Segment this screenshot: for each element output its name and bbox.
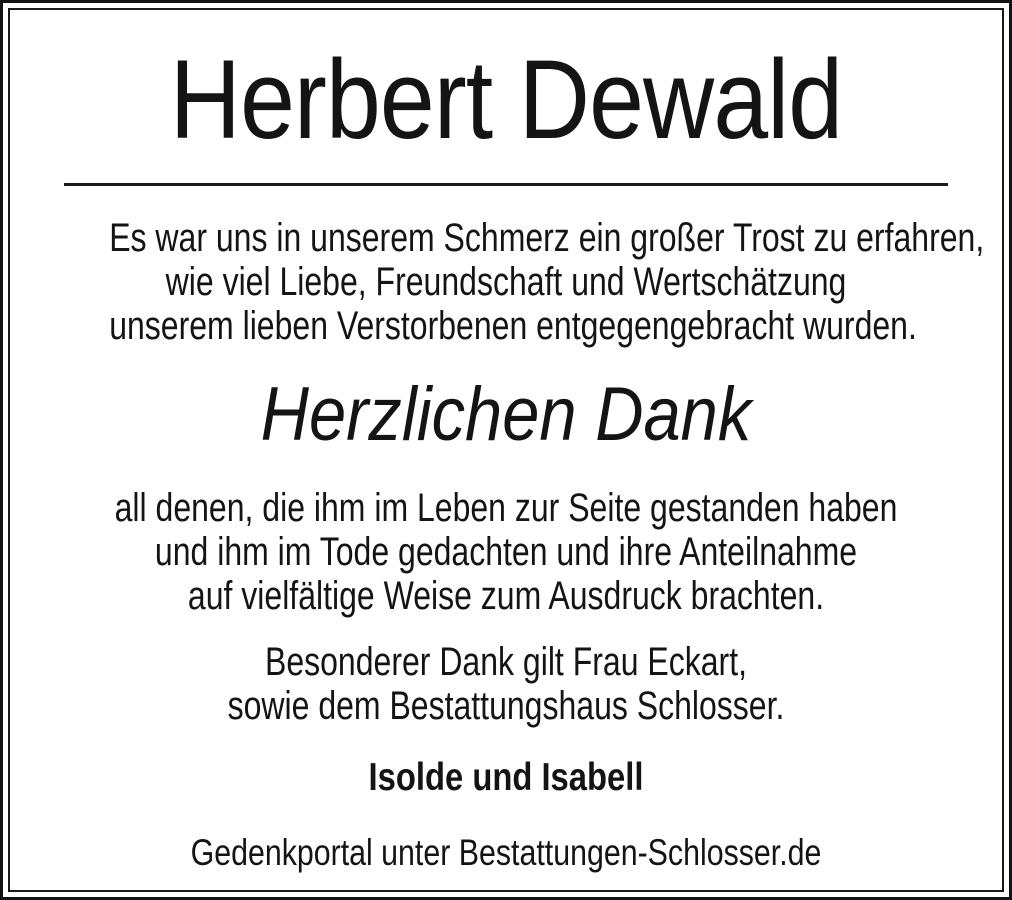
family-signature: Isolde und Isabell [368,756,644,799]
thanks-paragraph [109,486,903,618]
intro-line-3: unserem lieben Verstorbenen entgegengebracht wurden. [109,304,917,348]
thanks-line-1: all denen, die ihm im Leben zur Seite gestanden haben [114,486,898,530]
thanks-line-2: und ihm im Tode gedachten und ihre Anteilnahme [154,530,858,574]
special-thanks-paragraph [109,640,903,728]
title-divider-rule [64,183,948,186]
special-thanks-line-2: sowie dem Bestattungshaus Schlosser. [227,684,785,728]
special-thanks-line-1: Besonderer Dank gilt Frau Eckart, [265,640,747,684]
deceased-name-title: Herbert Dewald [169,37,843,162]
notice-content [10,10,1002,890]
intro-line-2: wie viel Liebe, Freundschaft und Wertschätzung [165,260,847,304]
memorial-portal-footer: Gedenkportal unter Bestattungen-Schlosser.de [190,832,822,873]
intro-line-1: Es war uns in unserem Schmerz ein großer Trost zu erfahren, [109,216,985,260]
thanks-line-3: auf vielfältige Weise zum Ausdruck brachten. [187,574,825,618]
intro-paragraph [109,216,985,348]
thanks-headline: Herzlichen Dank [260,372,752,457]
